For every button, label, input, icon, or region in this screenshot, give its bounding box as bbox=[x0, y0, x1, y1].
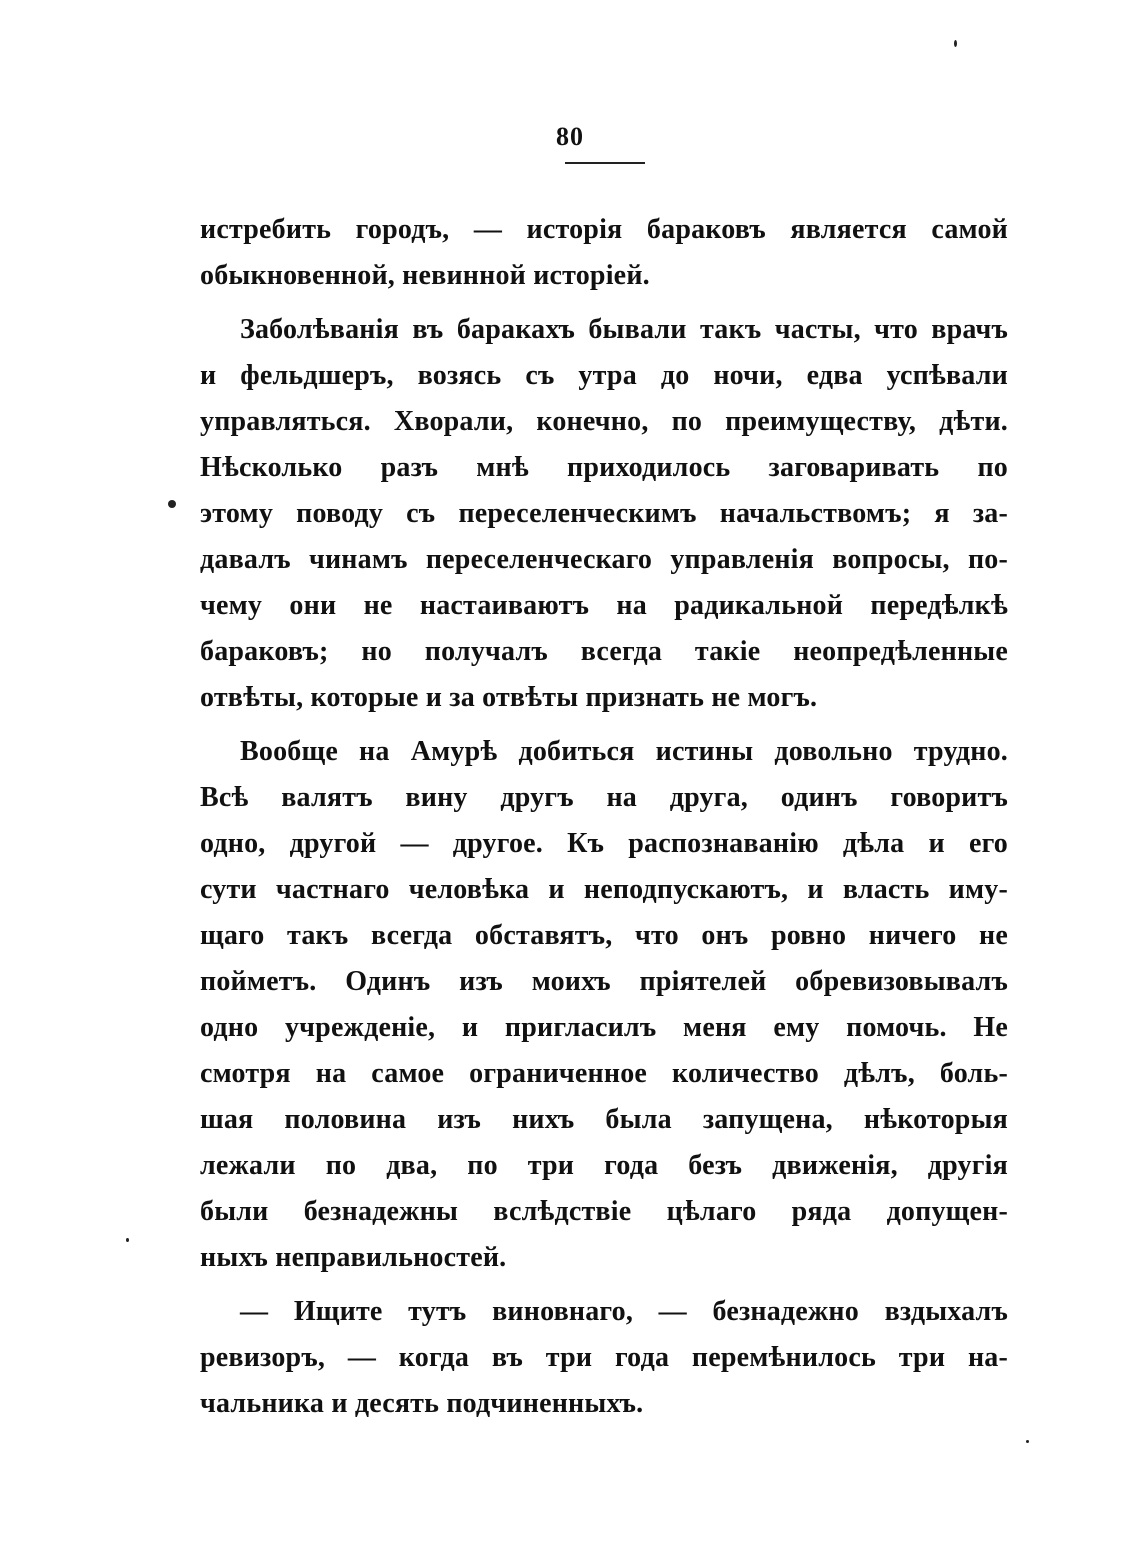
text-line: управляться. Хворали, конечно, по преимуществу, дѣти. bbox=[200, 406, 1008, 437]
text-line: бараковъ; но получалъ всегда такіе неопредѣленные bbox=[200, 636, 1008, 667]
text-line: этому поводу съ переселенческимъ начальствомъ; я за- bbox=[200, 498, 1008, 529]
text-line: чальника и десять подчиненныхъ. bbox=[200, 1388, 644, 1419]
scan-speck bbox=[126, 1238, 129, 1242]
text-line: лежали по два, по три года безъ движенія, другія bbox=[200, 1150, 1008, 1181]
text-line: Вообще на Амурѣ добиться истины довольно трудно. bbox=[240, 736, 1008, 767]
page-number-rule bbox=[565, 162, 645, 164]
scan-speck bbox=[954, 40, 957, 47]
text-line: одно, другой — другое. Къ распознаванію дѣла и его bbox=[200, 828, 1008, 859]
text-line: ревизоръ, — когда въ три года перемѣнилось три на- bbox=[200, 1342, 1008, 1373]
scan-speck bbox=[1026, 1440, 1029, 1443]
body-text bbox=[200, 207, 1008, 1427]
text-line: щаго такъ всегда обставятъ, что онъ ровно ничего не bbox=[200, 920, 1008, 951]
text-line: пойметъ. Одинъ изъ моихъ пріятелей обревизовывалъ bbox=[200, 966, 1008, 997]
text-line: и фельдшеръ, возясь съ утра до ночи, едва успѣвали bbox=[200, 360, 1008, 391]
text-line: чему они не настаиваютъ на радикальной передѣлкѣ bbox=[200, 590, 1008, 621]
text-line: ныхъ неправильностей. bbox=[200, 1242, 507, 1273]
text-line: — Ищите тутъ виновнаго, — безнадежно вздыхалъ bbox=[240, 1296, 1008, 1327]
paragraph bbox=[200, 1289, 1008, 1427]
paragraph bbox=[200, 729, 1008, 1281]
text-line: смотря на самое ограниченное количество дѣлъ, боль- bbox=[200, 1058, 1008, 1089]
text-line: Нѣсколько разъ мнѣ приходилось заговаривать по bbox=[200, 452, 1008, 483]
text-line: истребить городъ, — исторія бараковъ является самой bbox=[200, 214, 1008, 245]
text-line: были безнадежны вслѣдствіе цѣлаго ряда допущен- bbox=[200, 1196, 1008, 1227]
text-line: шая половина изъ нихъ была запущена, нѣкоторыя bbox=[200, 1104, 1008, 1135]
scan-speck bbox=[168, 500, 176, 508]
text-line: одно учрежденіе, и пригласилъ меня ему помочь. Не bbox=[200, 1012, 1008, 1043]
text-line: Заболѣванія въ баракахъ бывали такъ часты, что врачъ bbox=[240, 314, 1008, 345]
page-number: 80 bbox=[556, 122, 584, 151]
text-line: сути частнаго человѣка и неподпускаютъ, и власть иму- bbox=[200, 874, 1008, 905]
text-line: Всѣ валятъ вину другъ на друга, одинъ говоритъ bbox=[200, 782, 1008, 813]
paragraph bbox=[200, 207, 1008, 299]
paragraph bbox=[200, 307, 1008, 721]
text-line: отвѣты, которые и за отвѣты признать не могъ. bbox=[200, 682, 818, 713]
text-line: давалъ чинамъ переселенческаго управленія вопросы, по- bbox=[200, 544, 1008, 575]
text-line: обыкновенной, невинной исторіей. bbox=[200, 260, 650, 291]
